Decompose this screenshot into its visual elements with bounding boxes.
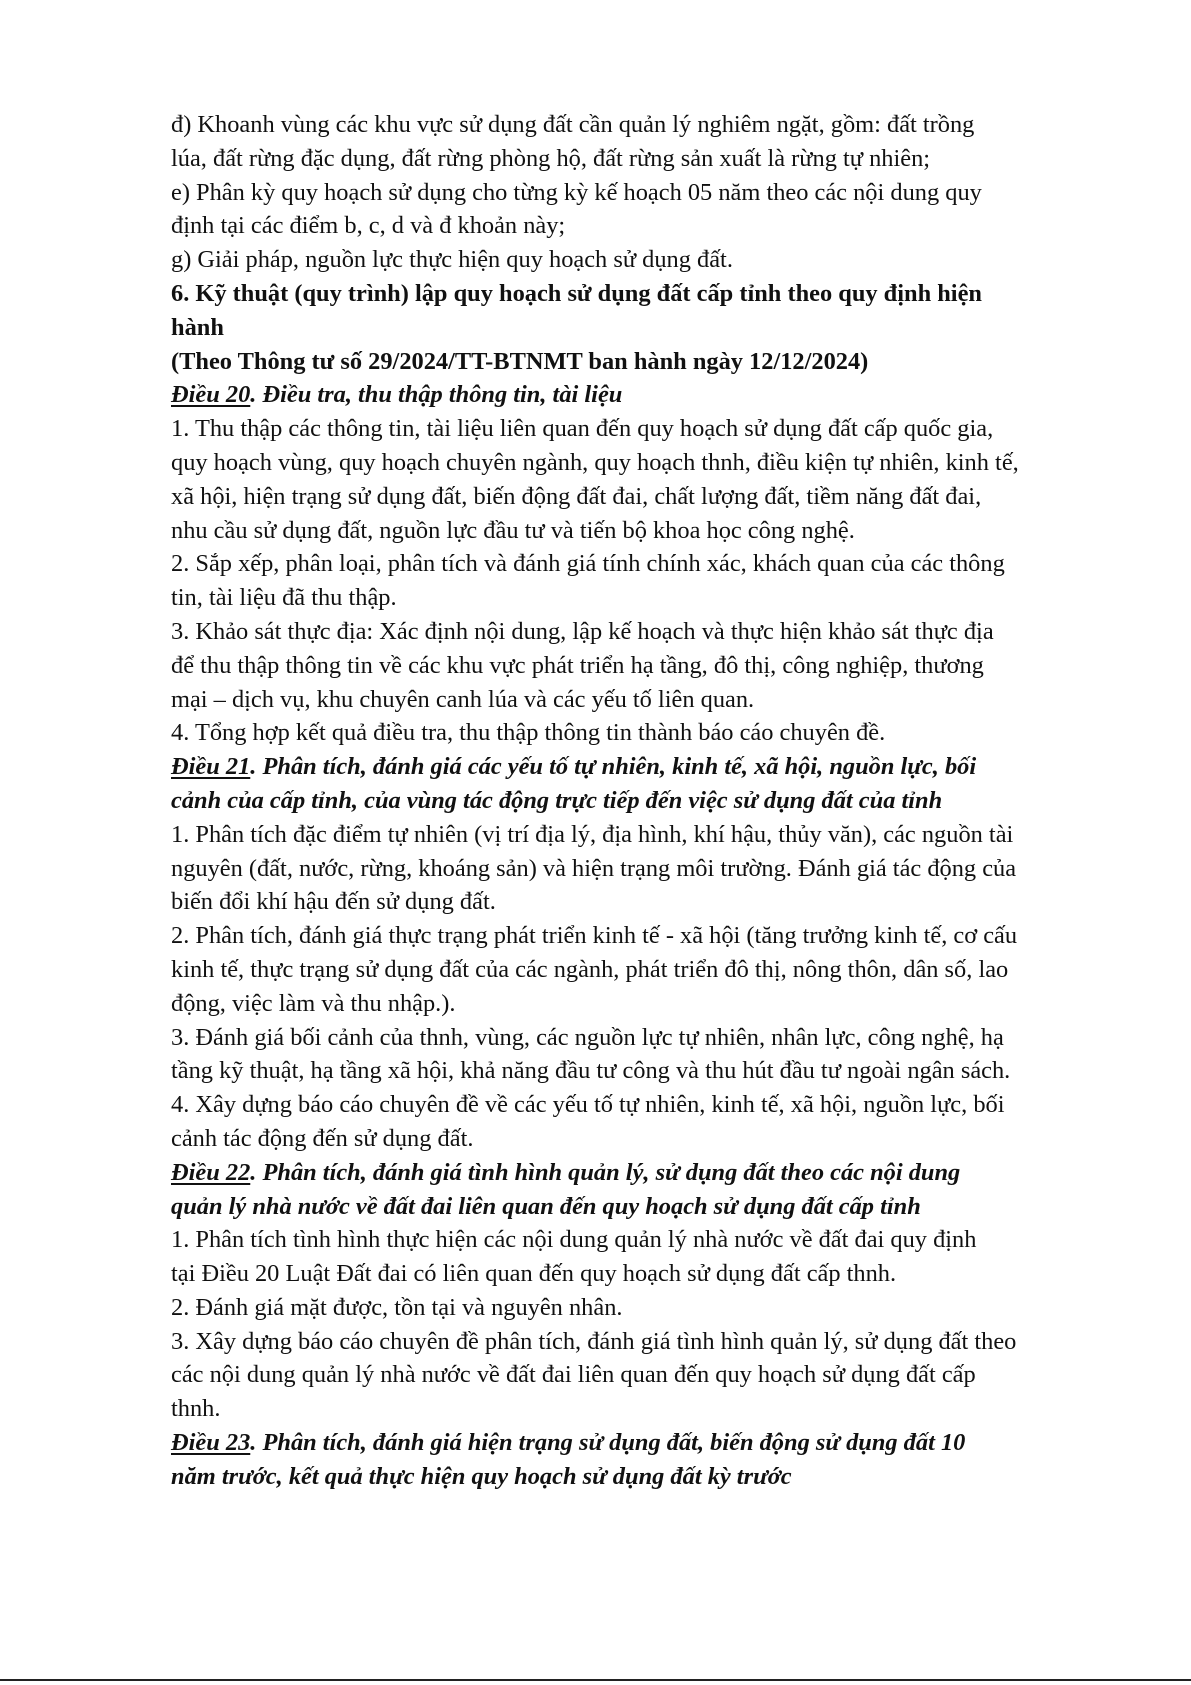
- text-line: để thu thập thông tin về các khu vực phát triển hạ tầng, đô thị, công nghiệp, thương: [171, 651, 984, 679]
- section-reference: (Theo Thông tư số 29/2024/TT-BTNMT ban hành ngày 12/12/2024): [171, 347, 869, 375]
- text-line: định tại các điểm b, c, d và đ khoản này;: [171, 212, 566, 240]
- text-line: lúa, đất rừng đặc dụng, đất rừng phòng hộ, đất rừng sản xuất là rừng tự nhiên;: [171, 144, 931, 172]
- article-number: Điều 20: [171, 381, 251, 409]
- article-heading-continued: cảnh của cấp tỉnh, của vùng tác động trực tiếp đến việc sử dụng đất của tỉnh: [171, 786, 943, 814]
- text-line: 1. Phân tích đặc điểm tự nhiên (vị trí địa lý, địa hình, khí hậu, thủy văn), các nguồn tài: [171, 820, 1014, 848]
- text-line: e) Phân kỳ quy hoạch sử dụng cho từng kỳ kế hoạch 05 năm theo các nội dung quy: [171, 178, 982, 206]
- article-number: Điều 23: [171, 1429, 251, 1457]
- text-line: 2. Phân tích, đánh giá thực trạng phát triển kinh tế - xã hội (tăng trưởng kinh tế, cơ cấu: [171, 922, 1018, 950]
- text-line: xã hội, hiện trạng sử dụng đất, biến động đất đai, chất lượng đất, tiềm năng đất đai,: [171, 482, 982, 510]
- text-line: động, việc làm và thu nhập.).: [171, 989, 456, 1017]
- text-line: nhu cầu sử dụng đất, nguồn lực đầu tư và tiến bộ khoa học công nghệ.: [171, 516, 855, 544]
- text-line: 1. Thu thập các thông tin, tài liệu liên quan đến quy hoạch sử dụng đất cấp quốc gia,: [171, 415, 994, 443]
- text-line: 3. Khảo sát thực địa: Xác định nội dung, lập kế hoạch và thực hiện khảo sát thực địa: [171, 617, 994, 645]
- text-line: tầng kỹ thuật, hạ tầng xã hội, khả năng đầu tư công và thu hút đầu tư ngoài ngân sách.: [171, 1057, 1011, 1085]
- article-heading-continued: năm trước, kết quả thực hiện quy hoạch sử dụng đất kỳ trước: [171, 1462, 792, 1490]
- article-heading-21: [171, 750, 1091, 784]
- text-line: tại Điều 20 Luật Đất đai có liên quan đến quy hoạch sử dụng đất cấp thnh.: [171, 1260, 897, 1288]
- text-line: tin, tài liệu đã thu thập.: [171, 584, 397, 612]
- article-title: . Điều tra, thu thập thông tin, tài liệu: [250, 381, 623, 409]
- text-line: mại – dịch vụ, khu chuyên canh lúa và các yếu tố liên quan.: [171, 685, 755, 713]
- article-heading-20: [171, 378, 1091, 412]
- text-line: các nội dung quản lý nhà nước về đất đai liên quan đến quy hoạch sử dụng đất cấp: [171, 1361, 976, 1389]
- text-line: 1. Phân tích tình hình thực hiện các nội dung quản lý nhà nước về đất đai quy định: [171, 1226, 977, 1254]
- text-line: g) Giải pháp, nguồn lực thực hiện quy hoạch sử dụng đất.: [171, 246, 733, 274]
- text-line: đ) Khoanh vùng các khu vực sử dụng đất cần quản lý nghiêm ngặt, gồm: đất trồng: [171, 111, 975, 138]
- article-heading-23: [171, 1426, 1091, 1460]
- document-page: [171, 108, 1091, 1494]
- section-heading: 6. Kỹ thuật (quy trình) lập quy hoạch sử dụng đất cấp tỉnh theo quy định hiện: [171, 279, 982, 307]
- section-heading: hành: [171, 313, 224, 341]
- text-line: quy hoạch vùng, quy hoạch chuyên ngành, quy hoạch thnh, điều kiện tự nhiên, kinh tế,: [171, 448, 1019, 476]
- article-title: . Phân tích, đánh giá tình hình quản lý, sử dụng đất theo các nội dung: [250, 1158, 961, 1186]
- text-line: 3. Xây dựng báo cáo chuyên đề phân tích, đánh giá tình hình quản lý, sử dụng đất theo: [171, 1327, 1017, 1355]
- text-line: 4. Tổng hợp kết quả điều tra, thu thập thông tin thành báo cáo chuyên đề.: [171, 719, 886, 747]
- article-heading-continued: quản lý nhà nước về đất đai liên quan đến quy hoạch sử dụng đất cấp tỉnh: [171, 1192, 921, 1220]
- article-number: Điều 21: [171, 753, 251, 781]
- text-line: nguyên (đất, nước, rừng, khoáng sản) và hiện trạng môi trường. Đánh giá tác động của: [171, 854, 1017, 882]
- text-line: thnh.: [171, 1395, 221, 1423]
- article-title: . Phân tích, đánh giá các yếu tố tự nhiên, kinh tế, xã hội, nguồn lực, bối: [250, 753, 977, 781]
- article-heading-22: [171, 1156, 1091, 1190]
- text-line: 3. Đánh giá bối cảnh của thnh, vùng, các nguồn lực tự nhiên, nhân lực, công nghệ, hạ: [171, 1023, 1004, 1051]
- page-bottom-rule: [0, 1679, 1191, 1681]
- text-line: 4. Xây dựng báo cáo chuyên đề về các yếu tố tự nhiên, kinh tế, xã hội, nguồn lực, bối: [171, 1091, 1005, 1119]
- text-line: 2. Đánh giá mặt được, tồn tại và nguyên nhân.: [171, 1293, 623, 1321]
- text-line: cảnh tác động đến sử dụng đất.: [171, 1124, 474, 1152]
- article-number: Điều 22: [171, 1158, 251, 1186]
- text-line: kinh tế, thực trạng sử dụng đất của các ngành, phát triển đô thị, nông thôn, dân số, lao: [171, 955, 1009, 983]
- article-title: . Phân tích, đánh giá hiện trạng sử dụng đất, biến động sử dụng đất 10: [250, 1429, 966, 1457]
- text-line: 2. Sắp xếp, phân loại, phân tích và đánh giá tính chính xác, khách quan của các thông: [171, 550, 1005, 578]
- text-line: biến đổi khí hậu đến sử dụng đất.: [171, 888, 496, 916]
